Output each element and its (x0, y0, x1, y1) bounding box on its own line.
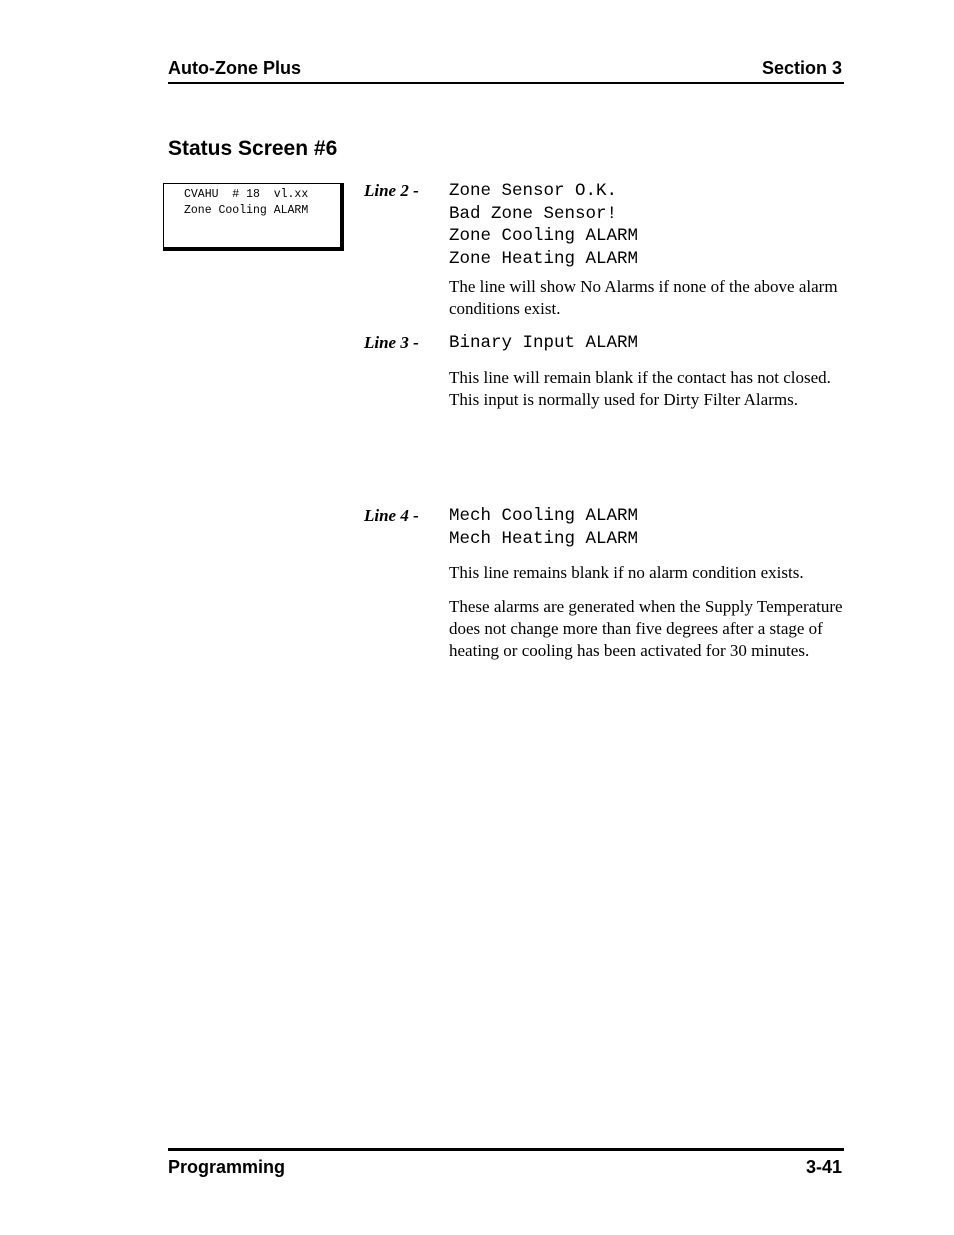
page-footer (168, 1148, 844, 1177)
lcd-line-1: CVAHU # 18 vl.xx (184, 188, 309, 201)
lcd-display (163, 183, 344, 251)
line-2-note: The line will show No Alarms if none of the above alarm conditions exist. (449, 277, 838, 318)
line-2-message-3: Zone Cooling ALARM (449, 226, 639, 246)
line-3-label: Line 3 - (364, 333, 419, 352)
footer-chapter: Programming (168, 1157, 286, 1177)
header-title: Auto-Zone Plus (168, 58, 301, 78)
line-2-message-4: Zone Heating ALARM (449, 248, 639, 269)
line-3-note: This line will remain blank if the contact has not closed. This input is normally used for Dirty Filter Alarms. (449, 368, 831, 409)
page-header (168, 58, 844, 84)
header-section: Section 3 (761, 58, 842, 78)
line-4-label: Line 4 - (364, 506, 419, 525)
lcd-line-2: Zone Cooling ALARM (184, 204, 309, 217)
page-number: 3-41 (805, 1157, 842, 1177)
section-title: Status Screen #6 (168, 137, 338, 160)
line-4-message-1: Mech Cooling ALARM (449, 506, 639, 526)
line-4-note: This line remains blank if no alarm condition exists. (449, 563, 804, 582)
line-3-message-1: Binary Input ALARM (449, 333, 639, 353)
line-4-note-2: These alarms are generated when the Supply Temperature does not change more than five degrees after a stage of heating or cooling has been activated for 30 minutes. (449, 597, 843, 660)
line-2-message-1: Zone Sensor O.K. (449, 181, 618, 201)
line-2-label: Line 2 - (364, 181, 419, 200)
line-2-message-2: Bad Zone Sensor! (449, 203, 618, 224)
line-4-message-2: Mech Heating ALARM (449, 529, 639, 549)
